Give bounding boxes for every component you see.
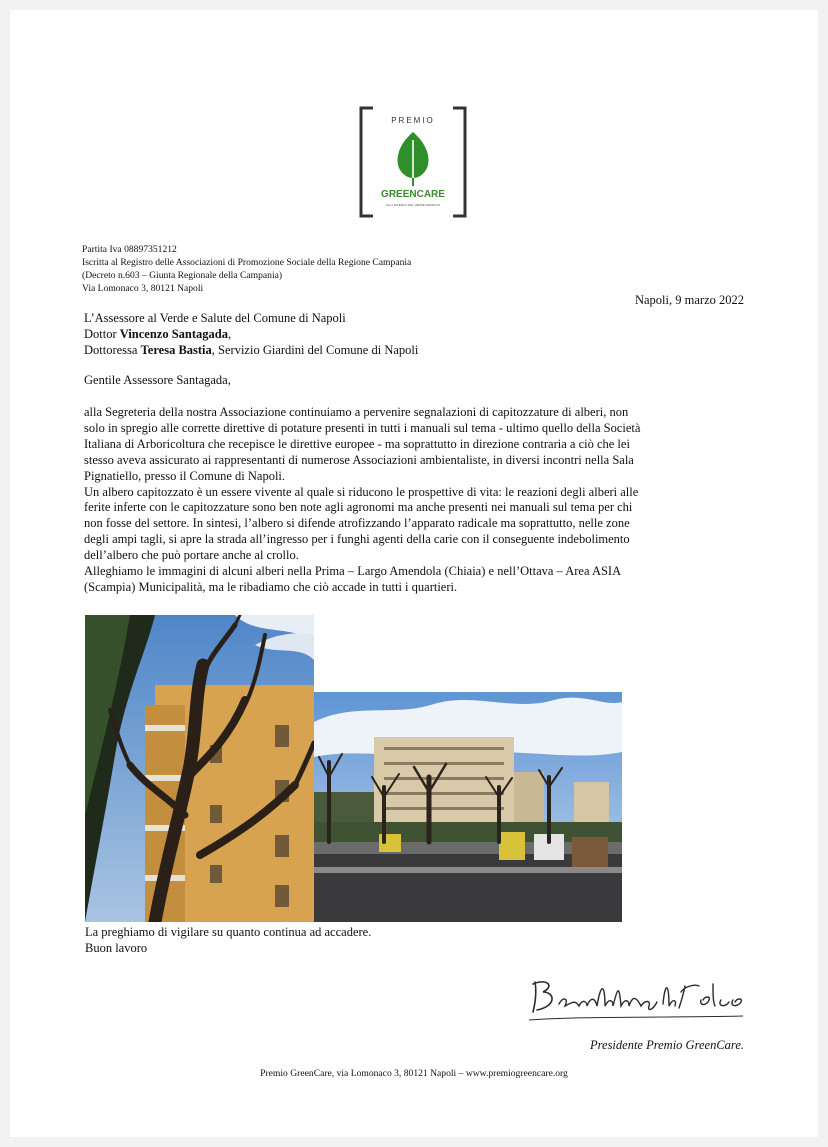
handwritten-signature	[525, 972, 747, 1024]
photo-area-asia-scampia	[314, 692, 622, 922]
registration-block	[82, 243, 411, 295]
body-line: alla Segreteria della nostra Associazione continuiamo a pervenire segnalazioni di capitozzature di alberi, non	[84, 405, 629, 419]
body-line: (Scampia) Municipalità, ma le ribadiamo che ciò accade in tutti i quartieri.	[84, 579, 458, 594]
premio-greencare-logo	[359, 106, 467, 218]
letter-date: Napoli, 9 marzo 2022	[634, 293, 744, 307]
logo-premio-text: PREMIO	[391, 116, 435, 125]
logo-tagline: ALLA RICERCA DEL VERDE PERDUTO	[385, 203, 441, 207]
photo-largo-amendola	[85, 615, 314, 922]
address-line: Via Lomonaco 3, 80121 Napoli	[82, 283, 204, 294]
body-line: non fosse del settore. In sintesi, l’albero si difende atrofizzando l’apparato radicale ma soprattutto, nelle zone	[84, 516, 630, 531]
closing-line-1: La preghiamo di vigilare su quanto continua ad accadere.	[85, 925, 372, 939]
registry-line: Iscritta al Registro delle Associazioni di Promozione Sociale della Regione Campania	[82, 257, 412, 268]
recipient-line-3	[84, 342, 418, 358]
footer: Premio GreenCare, via Lomonaco 3, 80121 Napoli – www.premiogreencare.org	[260, 1068, 568, 1079]
body-line: Italiana di Arboricoltura che recepisce le direttive europee - ma soprattutto in direzione contraria a ciò che lei	[84, 436, 630, 451]
closing-block	[85, 925, 371, 956]
body-line: Alleghiamo le immagini di alcuni alberi nella Prima – Largo Amendola (Chiaia) e nell’Ottava – Area ASIA	[84, 564, 622, 579]
recipients-block	[84, 310, 418, 358]
greeting: Gentile Assessore Santagada,	[84, 373, 231, 387]
recipient-line-1: L’Assessore al Verde e Salute del Comune di Napoli	[84, 311, 346, 325]
president-title: Presidente Premio GreenCare.	[589, 1038, 744, 1052]
paragraph-1	[84, 405, 756, 485]
body-line: Pignatiello, presso il Comune di Napoli.	[84, 468, 286, 483]
recipient-title: Dottor	[84, 327, 120, 341]
body-line: dell’albero che può portare anche al crollo.	[84, 548, 299, 563]
body-line: solo in spregio alle corrette direttive di potature presenti in tutti i manuali sul tema - ultimo quello della Società	[84, 420, 641, 435]
leaf-icon	[398, 132, 429, 186]
decree-line: (Decreto n.603 – Giunta Regionale della Campania)	[82, 270, 283, 281]
body-line: Un albero capitozzato è un essere vivente al quale si riducono le prospettive di vita: le reazioni degli alberi alle	[84, 484, 639, 499]
paragraph-2	[84, 485, 756, 565]
recipient-title: Dottoressa	[84, 343, 141, 357]
closing-line-2: Buon lavoro	[85, 940, 148, 955]
body-line: degli ampi tagli, si apre la strada all’ingresso per i funghi agenti della carie con il conseguente indebolimento	[84, 532, 630, 547]
letter-body	[84, 405, 756, 596]
recipient-name: Vincenzo Santagada	[119, 327, 228, 341]
vat-number: Partita Iva 08897351212	[82, 244, 177, 255]
body-line: stesso aveva assicurato ai rappresentanti di numerose Associazioni ambientaliste, in diversi incontri nella Sala	[84, 452, 634, 467]
recipient-line-2	[84, 326, 418, 342]
body-line: ferite inferte con le capitozzature sono ben note agli agronomi ma anche presenti nei manuali sul tema per chi	[84, 500, 633, 515]
recipient-name: Teresa Bastia	[140, 343, 212, 357]
recipient-suffix: ,	[228, 327, 232, 341]
paragraph-3	[84, 564, 756, 596]
logo-brand-text: GREENCARE	[381, 189, 445, 200]
recipient-suffix: , Servizio Giardini del Comune di Napoli	[211, 343, 419, 357]
